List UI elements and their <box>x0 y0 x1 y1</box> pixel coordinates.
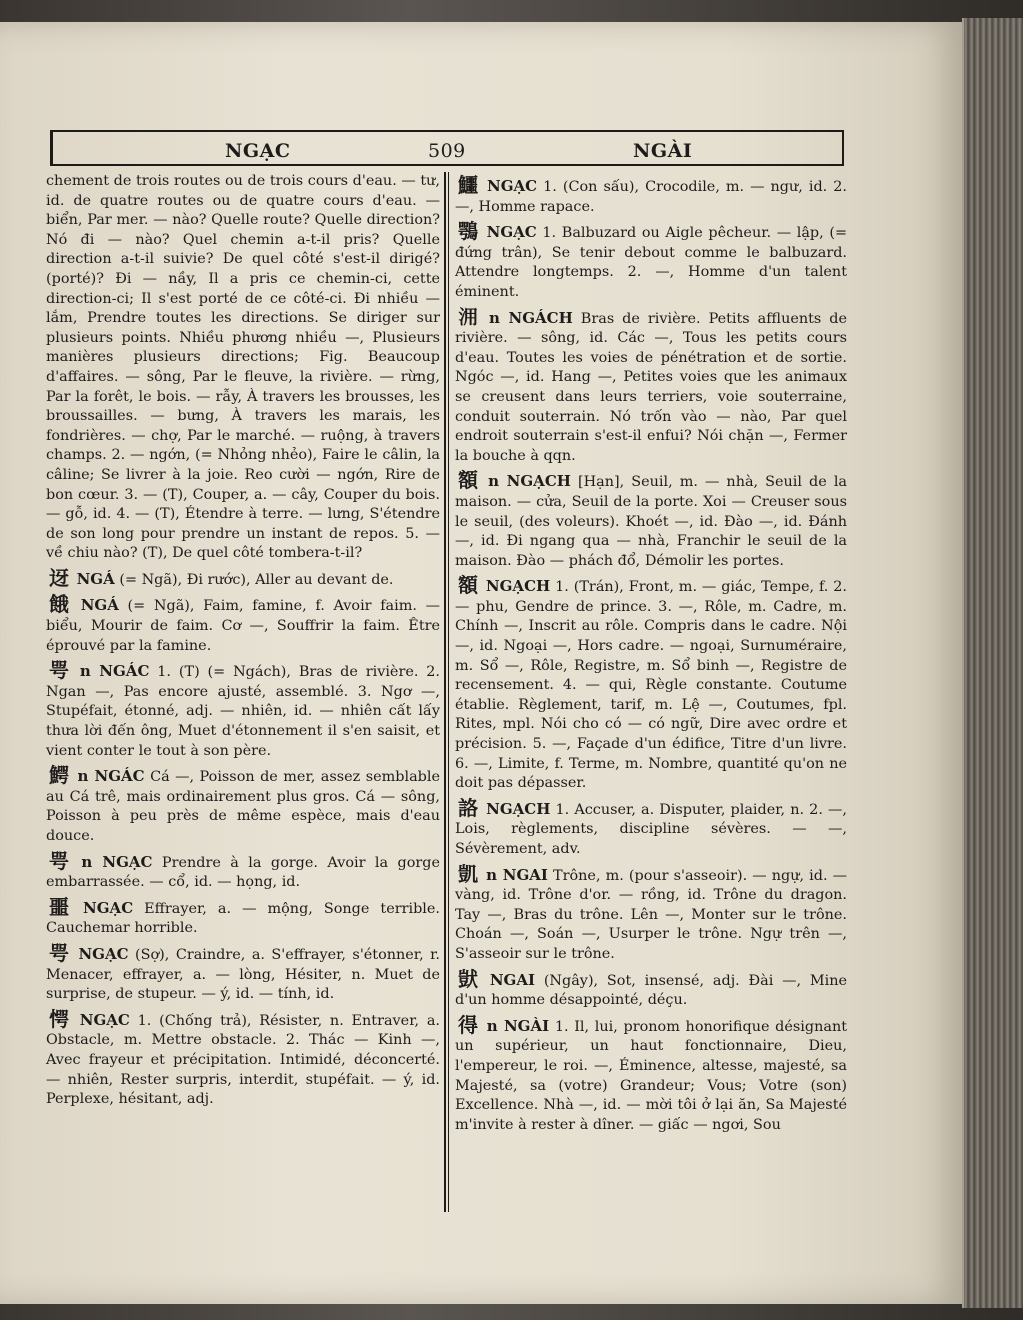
entry-ngach-2 <box>455 468 848 571</box>
headword: NGAI <box>489 970 535 989</box>
definition: (Ngây), Sot, insensé, adj. Đài —, Mine d'un homme désappointé, déçu. <box>455 972 848 1009</box>
entry-ngac-5 <box>46 940 440 1005</box>
entry-ngac-1 <box>46 658 441 761</box>
book-page-edges <box>962 18 1023 1308</box>
chinese-character: 凱 <box>458 861 478 886</box>
column-divider <box>444 172 449 1212</box>
definition: 1. Balbuzard ou Aigle pêcheur. — lập, (= đứng trân), Se tenir debout comme le balbuzard. Attendre longtemps. 2. —, Homme d'un talent éminent. <box>455 225 848 300</box>
headword: n NGAI <box>486 865 548 884</box>
header-right-guideword: NGÀI <box>633 140 693 162</box>
definition: 1. (Con sấu), Crocodile, m. — ngư, id. 2. —, Homme rapace. <box>455 179 847 215</box>
headword: NGẠCH <box>485 577 551 596</box>
chinese-character: 餓 <box>49 592 69 617</box>
definition: Effrayer, a. — mộng, Songe terrible. Cauchemar horrible. <box>46 900 440 937</box>
definition: [Hạn], Seuil, m. — nhà, Seuil de la maison. — cửa, Seuil de la porte. Xoi — Creuser sous le seuil, (des voleurs). Khoét —, id. Đào —, id. Đánh —, id. Đi ngang qua — nhà, Franchir le seuil de la maison. Đào — phách đổ, Démolir les portes. <box>455 474 848 569</box>
headword: n NGẠCH <box>488 472 571 491</box>
chinese-character: 𣳔 <box>458 304 478 329</box>
chinese-character: 愕 <box>49 1006 69 1031</box>
entry-nga-2 <box>46 592 441 656</box>
chinese-character: 詻 <box>458 795 478 820</box>
chinese-character: 迓 <box>49 565 69 590</box>
entry-ngac-6 <box>46 1006 440 1110</box>
entry-ngach-3 <box>455 573 848 794</box>
chinese-character: 鱷 <box>458 173 478 197</box>
definition: 1. (Chống trả), Résister, n. Entraver, a. Obstacle, m. Mettre obstacle. 2. Thác — Kinh —, Avec frayeur et précipitation. Intimidé, déconcerté. — nhiên, Rester surpris, interdit, stupéfait. — ý, id. Perplexe, hésitant, adj. <box>46 1012 440 1108</box>
definition: (= Ngã), Đi rước), Aller au devant de. <box>119 571 394 588</box>
chinese-character: 噩 <box>49 894 69 919</box>
running-header <box>50 130 844 166</box>
entry-ngac-3 <box>46 848 440 893</box>
definition: (= Ngã), Faim, famine, f. Avoir faim. — biểu, Mourir de faim. Cơ —, Souffrir la faim. Être éprouvé par la famine. <box>46 598 441 654</box>
definition: 1. (T) (= Ngách), Bras de rivière. 2. Ngan —, Pas encore ajusté, assemblé. 3. Ngơ —, Stupéfait, étonné, adj. — nhiên, id. — nhiên cất lấy thưa lời đến ông, Muet d'étonnement il s'en saisit, et vient conter le tout à son père. <box>46 664 441 759</box>
entry-nga-1 <box>46 565 440 591</box>
headword: NGÁ <box>80 596 119 615</box>
chinese-character: 咢 <box>49 940 69 965</box>
entry-ngach-4 <box>455 795 847 860</box>
entry-ngai-3 <box>455 1012 848 1136</box>
headword: n NGẠC <box>81 852 153 871</box>
chinese-character: 額 <box>458 573 478 598</box>
right-column <box>455 172 847 1140</box>
definition: Bras de rivière. Petits affluents de rivière. — sông, id. Các —, Tous les petits cours d'eau. Toutes les voies de pénétration et de sortie. Ngóc —, id. Hang —, Petites voies que les animaux se creusent dans leurs terriers, voie souterraine, conduit souterrain. Nó trốn vào — nào, Par quel endroit souterrain s'est-il enfui? Nói chặn —, Fermer la bouche à qqn. <box>455 310 847 464</box>
headword: NGẠC <box>83 898 134 917</box>
entry-ngai-2 <box>455 966 848 1011</box>
headword: n NGÁCH <box>488 308 573 327</box>
continuation-paragraph: chement de trois routes ou de trois cours d'eau. — tư, id. de quatre routes ou de quatre cours d'eau. — biển, Par mer. — nào? Quelle route? Quelle direction? Nó đi — nào? Quel chemin a-t-il pris? Quelle direction a-t-il suivie? De quel côté s'est-il dirigé? (porté)? Đi — nầy, Il a pris ce chemin-ci, cette direction-ci; Il s'est porté de ce côté-ci. Đi nhiều — lắm, Prendre toutes les directions. Se diriger sur plusieurs points. Nhiều phương nhiều —, Plusieurs manières plusieurs directions; Fig. Beaucoup d'affaires. — sông, Par le fleuve, la rivière. — rừng, Par la forêt, le bois. — rẫy, À travers les brousses, les broussailles. — bưng, À travers les marais, les fondrières. — chợ, Par le marché. — ruộng, à travers champs. 2. — ngớn, (= Nhỏng nhẻo), Faire le câlin, la câline; Se livrer à la joie. Reo cười — ngớn, Rire de bon cœur. 3. — (T), Couper, a. — cây, Couper du bois. — gỗ, id. 4. — (T), Étendre à terre. — lưng, S'étendre de son long pour prendre un instant de repos. 5. — về chiu nào? (T), De quel côté tombera-t-il? <box>46 173 440 562</box>
headword: n NGÁC <box>77 767 145 786</box>
headword: NGẠC <box>486 223 537 242</box>
chinese-character: 咢 <box>49 848 69 873</box>
headword: n NGÁC <box>79 662 150 681</box>
entry-ngach-1 <box>455 304 847 467</box>
definition: 1. Accuser, a. Disputer, plaider, n. 2. —, Lois, règlements, discipline sévères. — —, Sévèrement, adv. <box>455 801 847 857</box>
headword: NGẠC <box>79 1010 130 1029</box>
entry-ngac-2 <box>46 763 440 846</box>
headword: NGẠC <box>487 177 538 195</box>
headword: n NGÀI <box>486 1016 550 1035</box>
chinese-character: 獃 <box>458 966 478 991</box>
headword: NGÁ <box>76 569 115 588</box>
definition: Trône, m. (pour s'asseoir). — ngự, id. — vàng, id. Trône d'or. — rồng, id. Trône du dragon. Tay —, Bras du trône. Lên —, Monter sur le trône. Choán —, Soán —, Usurper le trône. Ngự trên —, S'asseoir sur le trône. <box>455 867 848 962</box>
entry-ngac-4 <box>46 894 440 939</box>
definition: 1. Il, lui, pronom honorifique désignant un supérieur, un haut fonctionnaire, Dieu, l'empereur, le roi. —, Éminence, altesse, majesté, sa Majesté, sa (votre) Grandeur; Vous; Votre (son) Excellence. Nhà —, id. — mời tôi ở lại ăn, Sa Majesté m'invite à rester à dîner. — giấc — ngơi, Sou <box>455 1018 848 1133</box>
page-number: 509 <box>428 140 466 162</box>
entry-ngac-7 <box>455 173 847 217</box>
entry-ngai-1 <box>455 861 848 965</box>
chinese-character: 咢 <box>49 658 69 683</box>
chinese-character: 鶚 <box>458 219 478 244</box>
definition: 1. (Trán), Front, m. — giác, Tempe, f. 2. — phu, Gendre de prince. 3. —, Rôle, m. Cadre, m. Chính —, Inscrit au rôle. Compris dans le cadre. Nội —, id. Ngoại —, Hors cadre. — ngoại, Surnuméraire, m. Sổ —, Rôle, Registre, m. Sổ binh —, Registre de recensement. 4. — qui, Règle constante. Coutume établie. Règlement, tarif, m. Lệ —, Coutumes, fpl. Rites, mpl. Nói cho có — có ngữ, Dire avec ordre et précision. 5. —, Façade d'un édifice, Titre d'un livre. 6. —, Limite, f. Terme, m. Nombre, quantité qu'on ne doit pas dépasser. <box>455 579 848 792</box>
header-left-guideword: NGẠC <box>225 140 291 162</box>
chinese-character: 得 <box>458 1012 478 1037</box>
chinese-character: 鰐 <box>49 763 69 788</box>
headword: NGẠC <box>78 944 129 963</box>
definition: Prendre à la gorge. Avoir la gorge embarrassée. — cổ, id. — họng, id. <box>46 854 440 891</box>
definition: Cá —, Poisson de mer, assez semblable au Cá trê, mais ordinairement plus gros. Cá — sông, Poisson à peu près de même espèce, mais d'eau douce. <box>46 769 440 844</box>
chinese-character: 額 <box>458 468 478 493</box>
headword: NGẠCH <box>486 799 551 818</box>
left-column <box>46 172 440 1115</box>
definition: (Sợ), Craindre, a. S'effrayer, s'étonner, r. Menacer, effrayer, a. — lòng, Hésiter, n. Muet de surprise, de stupeur. — ý, id. — tính, id. <box>46 946 440 1003</box>
entry-ngac-8 <box>455 219 848 302</box>
